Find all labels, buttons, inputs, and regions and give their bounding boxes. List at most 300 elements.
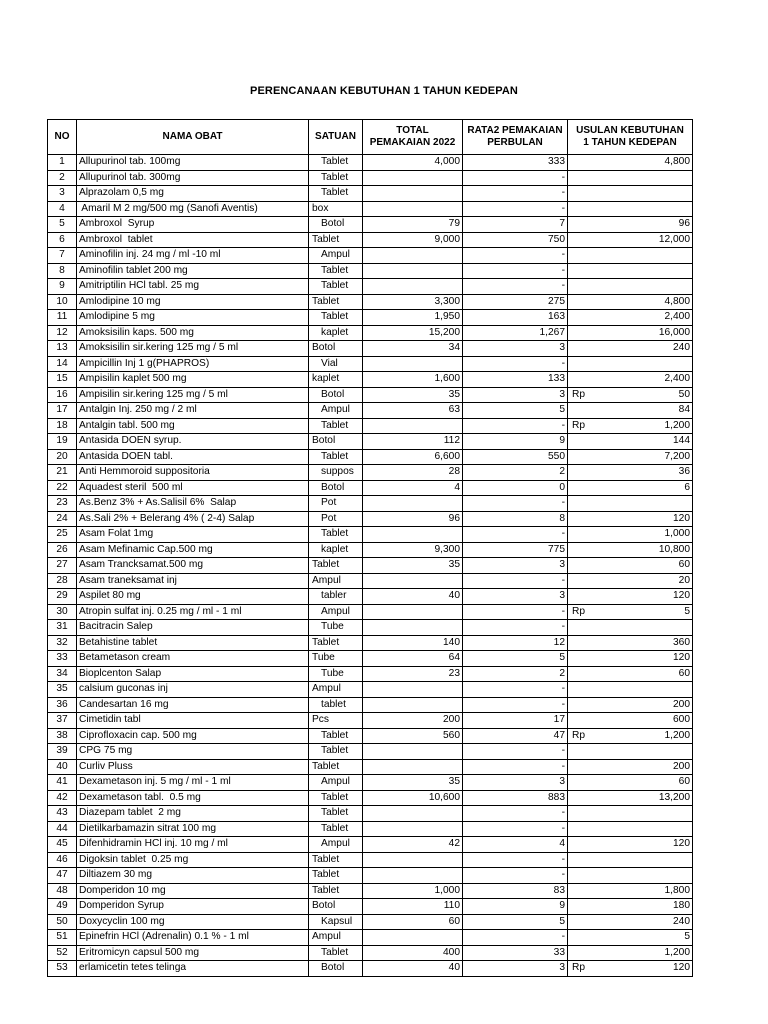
usulan-value: 60 bbox=[678, 776, 690, 787]
cell-no: 41 bbox=[48, 775, 77, 791]
cell-rata-pemakaian: 2 bbox=[463, 465, 568, 481]
cell-satuan: Kapsul bbox=[309, 914, 363, 930]
table-row bbox=[48, 294, 693, 310]
cell-nama-obat: Aminofilin inj. 24 mg / ml -10 ml bbox=[77, 248, 309, 264]
cell-total-pemakaian: 200 bbox=[363, 713, 463, 729]
table-row bbox=[48, 279, 693, 295]
cell-rata-pemakaian: 5 bbox=[463, 651, 568, 667]
cell-total-pemakaian: 3,300 bbox=[363, 294, 463, 310]
cell-rata-pemakaian: 9 bbox=[463, 899, 568, 915]
cell-no: 29 bbox=[48, 589, 77, 605]
usulan-value: 20 bbox=[678, 574, 690, 586]
cell-no: 4 bbox=[48, 201, 77, 217]
cell-nama-obat: Doxycyclin 100 mg bbox=[77, 914, 309, 930]
cell-usulan-kebutuhan bbox=[568, 294, 693, 310]
cell-rata-pemakaian: 9 bbox=[463, 434, 568, 450]
cell-rata-pemakaian: - bbox=[463, 248, 568, 264]
cell-no: 37 bbox=[48, 713, 77, 729]
cell-rata-pemakaian: 163 bbox=[463, 310, 568, 326]
cell-rata-pemakaian: - bbox=[463, 186, 568, 202]
cell-nama-obat: Alprazolam 0,5 mg bbox=[77, 186, 309, 202]
cell-rata-pemakaian: - bbox=[463, 496, 568, 512]
cell-satuan: Tablet bbox=[309, 418, 363, 434]
cell-rata-pemakaian: 3 bbox=[463, 589, 568, 605]
cell-rata-pemakaian: - bbox=[463, 821, 568, 837]
cell-satuan: Ampul bbox=[309, 604, 363, 620]
cell-rata-pemakaian: - bbox=[463, 759, 568, 775]
table-row bbox=[48, 511, 693, 527]
table-row bbox=[48, 837, 693, 853]
cell-satuan: Botol bbox=[309, 480, 363, 496]
cell-satuan: Tube bbox=[309, 620, 363, 636]
cell-total-pemakaian: 64 bbox=[363, 651, 463, 667]
cell-total-pemakaian bbox=[363, 930, 463, 946]
cell-total-pemakaian: 35 bbox=[363, 387, 463, 403]
table-row bbox=[48, 449, 693, 465]
cell-no: 31 bbox=[48, 620, 77, 636]
cell-satuan: Tablet bbox=[309, 449, 363, 465]
table-row bbox=[48, 682, 693, 698]
cell-nama-obat: Ampisilin sir.kering 125 mg / 5 ml bbox=[77, 387, 309, 403]
cell-satuan: suppos bbox=[309, 465, 363, 481]
cell-total-pemakaian: 42 bbox=[363, 837, 463, 853]
header-total-pemakaian: TOTAL PEMAKAIAN 2022 bbox=[363, 120, 463, 155]
cell-no: 33 bbox=[48, 651, 77, 667]
cell-nama-obat: Cimetidin tabl bbox=[77, 713, 309, 729]
cell-usulan-kebutuhan bbox=[568, 914, 693, 930]
cell-total-pemakaian: 40 bbox=[363, 589, 463, 605]
usulan-value: 4,800 bbox=[664, 156, 690, 167]
cell-total-pemakaian: 63 bbox=[363, 403, 463, 419]
cell-total-pemakaian: 4 bbox=[363, 480, 463, 496]
cell-rata-pemakaian: - bbox=[463, 806, 568, 822]
table-row bbox=[48, 217, 693, 233]
usulan-value: 144 bbox=[673, 435, 690, 446]
usulan-value: 2,400 bbox=[664, 311, 690, 322]
cell-no: 42 bbox=[48, 790, 77, 806]
usulan-value: 2,400 bbox=[664, 373, 690, 384]
cell-no: 20 bbox=[48, 449, 77, 465]
cell-satuan: Ampul bbox=[309, 930, 363, 946]
table-row bbox=[48, 527, 693, 543]
usulan-value: 1,200 bbox=[664, 946, 690, 958]
table-header-row bbox=[48, 120, 693, 155]
table-row bbox=[48, 201, 693, 217]
cell-usulan-kebutuhan bbox=[568, 713, 693, 729]
cell-total-pemakaian bbox=[363, 620, 463, 636]
cell-satuan: Tablet bbox=[309, 310, 363, 326]
cell-usulan-kebutuhan bbox=[568, 201, 693, 217]
cell-no: 34 bbox=[48, 666, 77, 682]
table-row bbox=[48, 589, 693, 605]
cell-satuan: Tablet bbox=[309, 806, 363, 822]
cell-nama-obat: Antasida DOEN syrup. bbox=[77, 434, 309, 450]
usulan-value: 13,200 bbox=[658, 791, 690, 803]
cell-nama-obat: Antalgin Inj. 250 mg / 2 ml bbox=[77, 403, 309, 419]
usulan-value: 180 bbox=[673, 900, 690, 911]
cell-satuan: Pot bbox=[309, 511, 363, 527]
cell-satuan: Vial bbox=[309, 356, 363, 372]
cell-total-pemakaian bbox=[363, 744, 463, 760]
table-row bbox=[48, 930, 693, 946]
cell-nama-obat: Diazepam tablet 2 mg bbox=[77, 806, 309, 822]
cell-no: 30 bbox=[48, 604, 77, 620]
table-row bbox=[48, 883, 693, 899]
cell-satuan: tablet bbox=[309, 697, 363, 713]
cell-satuan: Ampul bbox=[309, 682, 363, 698]
table-row bbox=[48, 325, 693, 341]
usulan-value: 36 bbox=[678, 466, 690, 477]
usulan-value: 120 bbox=[673, 652, 690, 663]
usulan-value: 84 bbox=[678, 404, 690, 415]
cell-nama-obat: Ciprofloxacin cap. 500 mg bbox=[77, 728, 309, 744]
cell-no: 18 bbox=[48, 418, 77, 434]
cell-rata-pemakaian: - bbox=[463, 279, 568, 295]
usulan-value: 200 bbox=[673, 698, 690, 710]
usulan-value: 10,800 bbox=[658, 543, 690, 555]
cell-rata-pemakaian: - bbox=[463, 418, 568, 434]
usulan-value: 6 bbox=[684, 481, 690, 493]
table-row bbox=[48, 620, 693, 636]
cell-rata-pemakaian: 275 bbox=[463, 294, 568, 310]
table-row bbox=[48, 775, 693, 791]
cell-no: 51 bbox=[48, 930, 77, 946]
cell-nama-obat: Aspilet 80 mg bbox=[77, 589, 309, 605]
cell-total-pemakaian: 110 bbox=[363, 899, 463, 915]
cell-usulan-kebutuhan bbox=[568, 682, 693, 698]
currency-label: Rp bbox=[572, 388, 586, 400]
cell-usulan-kebutuhan bbox=[568, 790, 693, 806]
cell-no: 47 bbox=[48, 868, 77, 884]
cell-rata-pemakaian: - bbox=[463, 744, 568, 760]
cell-total-pemakaian bbox=[363, 356, 463, 372]
table-row bbox=[48, 372, 693, 388]
cell-nama-obat: CPG 75 mg bbox=[77, 744, 309, 760]
cell-total-pemakaian bbox=[363, 868, 463, 884]
cell-rata-pemakaian: 17 bbox=[463, 713, 568, 729]
usulan-value: 1,200 bbox=[664, 419, 690, 431]
cell-usulan-kebutuhan bbox=[568, 697, 693, 713]
cell-nama-obat: Diltiazem 30 mg bbox=[77, 868, 309, 884]
cell-satuan: Tablet bbox=[309, 186, 363, 202]
cell-no: 2 bbox=[48, 170, 77, 186]
cell-no: 11 bbox=[48, 310, 77, 326]
cell-no: 53 bbox=[48, 961, 77, 977]
cell-satuan: Tablet bbox=[309, 821, 363, 837]
table-row bbox=[48, 635, 693, 651]
cell-satuan: Botol bbox=[309, 217, 363, 233]
table-row bbox=[48, 604, 693, 620]
cell-nama-obat: Aquadest steril 500 ml bbox=[77, 480, 309, 496]
table-row bbox=[48, 496, 693, 512]
cell-satuan: Ampul bbox=[309, 837, 363, 853]
cell-usulan-kebutuhan bbox=[568, 806, 693, 822]
cell-usulan-kebutuhan bbox=[568, 186, 693, 202]
cell-no: 9 bbox=[48, 279, 77, 295]
cell-nama-obat: Dexametason tabl. 0.5 mg bbox=[77, 790, 309, 806]
cell-usulan-kebutuhan bbox=[568, 155, 693, 171]
cell-satuan: Tablet bbox=[309, 170, 363, 186]
cell-nama-obat: Asam Mefinamic Cap.500 mg bbox=[77, 542, 309, 558]
cell-nama-obat: Amoksisilin sir.kering 125 mg / 5 ml bbox=[77, 341, 309, 357]
cell-usulan-kebutuhan bbox=[568, 310, 693, 326]
cell-no: 38 bbox=[48, 728, 77, 744]
cell-rata-pemakaian: 2 bbox=[463, 666, 568, 682]
table-row bbox=[48, 713, 693, 729]
cell-total-pemakaian: 140 bbox=[363, 635, 463, 651]
cell-satuan: Botol bbox=[309, 341, 363, 357]
cell-nama-obat: Atropin sulfat inj. 0.25 mg / ml - 1 ml bbox=[77, 604, 309, 620]
cell-usulan-kebutuhan bbox=[568, 775, 693, 791]
cell-satuan: kaplet bbox=[309, 325, 363, 341]
cell-rata-pemakaian: 883 bbox=[463, 790, 568, 806]
cell-total-pemakaian: 6,600 bbox=[363, 449, 463, 465]
table-row bbox=[48, 387, 693, 403]
usulan-value: 120 bbox=[673, 838, 690, 849]
cell-satuan: Pcs bbox=[309, 713, 363, 729]
cell-rata-pemakaian: 750 bbox=[463, 232, 568, 248]
cell-satuan: Ampul bbox=[309, 403, 363, 419]
cell-nama-obat: Asam Folat 1mg bbox=[77, 527, 309, 543]
cell-satuan: tabler bbox=[309, 589, 363, 605]
cell-nama-obat: Domperidon 10 mg bbox=[77, 883, 309, 899]
usulan-value: 7,200 bbox=[664, 450, 690, 462]
cell-satuan: Tablet bbox=[309, 635, 363, 651]
header-satuan: SATUAN bbox=[309, 120, 363, 155]
table-row bbox=[48, 403, 693, 419]
cell-rata-pemakaian: - bbox=[463, 201, 568, 217]
cell-nama-obat: Amitriptilin HCl tabl. 25 mg bbox=[77, 279, 309, 295]
cell-satuan: Tube bbox=[309, 651, 363, 667]
cell-total-pemakaian bbox=[363, 697, 463, 713]
table-row bbox=[48, 914, 693, 930]
cell-total-pemakaian bbox=[363, 279, 463, 295]
usulan-value: 60 bbox=[678, 559, 690, 570]
cell-rata-pemakaian: 333 bbox=[463, 155, 568, 171]
usulan-value: 1,200 bbox=[664, 729, 690, 741]
cell-satuan: Botol bbox=[309, 899, 363, 915]
cell-no: 23 bbox=[48, 496, 77, 512]
cell-satuan: Pot bbox=[309, 496, 363, 512]
currency-label: Rp bbox=[572, 729, 586, 741]
cell-no: 25 bbox=[48, 527, 77, 543]
cell-satuan: box bbox=[309, 201, 363, 217]
cell-usulan-kebutuhan bbox=[568, 542, 693, 558]
header-no: NO bbox=[48, 120, 77, 155]
cell-rata-pemakaian: 83 bbox=[463, 883, 568, 899]
cell-rata-pemakaian: - bbox=[463, 852, 568, 868]
cell-total-pemakaian bbox=[363, 852, 463, 868]
cell-nama-obat: Bacitracin Salep bbox=[77, 620, 309, 636]
cell-usulan-kebutuhan bbox=[568, 480, 693, 496]
cell-no: 5 bbox=[48, 217, 77, 233]
header-nama-obat: NAMA OBAT bbox=[77, 120, 309, 155]
cell-no: 36 bbox=[48, 697, 77, 713]
page-title: PERENCANAAN KEBUTUHAN 1 TAHUN KEDEPAN bbox=[250, 85, 518, 97]
cell-no: 15 bbox=[48, 372, 77, 388]
cell-no: 24 bbox=[48, 511, 77, 527]
cell-satuan: Tablet bbox=[309, 527, 363, 543]
cell-nama-obat: Amlodipine 5 mg bbox=[77, 310, 309, 326]
cell-nama-obat: Ampicillin Inj 1 g(PHAPROS) bbox=[77, 356, 309, 372]
cell-total-pemakaian: 15,200 bbox=[363, 325, 463, 341]
cell-nama-obat: As.Benz 3% + As.Salisil 6% Salap bbox=[77, 496, 309, 512]
cell-rata-pemakaian: 0 bbox=[463, 480, 568, 496]
cell-total-pemakaian bbox=[363, 682, 463, 698]
usulan-value: 50 bbox=[678, 388, 690, 400]
cell-no: 1 bbox=[48, 155, 77, 171]
cell-no: 50 bbox=[48, 914, 77, 930]
cell-total-pemakaian: 560 bbox=[363, 728, 463, 744]
cell-total-pemakaian: 10,600 bbox=[363, 790, 463, 806]
usulan-value: 240 bbox=[673, 915, 690, 927]
cell-usulan-kebutuhan bbox=[568, 279, 693, 295]
table-row bbox=[48, 155, 693, 171]
cell-usulan-kebutuhan bbox=[568, 604, 693, 620]
usulan-value: 240 bbox=[673, 342, 690, 353]
cell-usulan-kebutuhan bbox=[568, 341, 693, 357]
usulan-value: 12,000 bbox=[658, 233, 690, 245]
cell-rata-pemakaian: - bbox=[463, 930, 568, 946]
table-row bbox=[48, 542, 693, 558]
cell-nama-obat: Eritromicyn capsul 500 mg bbox=[77, 945, 309, 961]
currency-label: Rp bbox=[572, 419, 586, 431]
table-row bbox=[48, 232, 693, 248]
cell-rata-pemakaian: - bbox=[463, 868, 568, 884]
cell-nama-obat: Dietilkarbamazin sitrat 100 mg bbox=[77, 821, 309, 837]
table-row bbox=[48, 961, 693, 977]
cell-total-pemakaian bbox=[363, 201, 463, 217]
cell-satuan: kaplet bbox=[309, 372, 363, 388]
cell-usulan-kebutuhan bbox=[568, 821, 693, 837]
cell-no: 8 bbox=[48, 263, 77, 279]
cell-total-pemakaian bbox=[363, 170, 463, 186]
cell-satuan: Tube bbox=[309, 666, 363, 682]
usulan-value: 96 bbox=[678, 218, 690, 229]
table-row bbox=[48, 728, 693, 744]
cell-nama-obat: Ampisilin kaplet 500 mg bbox=[77, 372, 309, 388]
cell-satuan: Tablet bbox=[309, 744, 363, 760]
cell-rata-pemakaian: - bbox=[463, 573, 568, 589]
usulan-value: 5 bbox=[684, 931, 690, 942]
cell-usulan-kebutuhan bbox=[568, 434, 693, 450]
cell-satuan: Tablet bbox=[309, 945, 363, 961]
cell-total-pemakaian: 1,600 bbox=[363, 372, 463, 388]
table-row bbox=[48, 821, 693, 837]
cell-total-pemakaian: 112 bbox=[363, 434, 463, 450]
cell-total-pemakaian bbox=[363, 821, 463, 837]
cell-no: 46 bbox=[48, 852, 77, 868]
cell-usulan-kebutuhan bbox=[568, 511, 693, 527]
cell-no: 10 bbox=[48, 294, 77, 310]
cell-no: 21 bbox=[48, 465, 77, 481]
cell-satuan: Tablet bbox=[309, 759, 363, 775]
cell-nama-obat: Amaril M 2 mg/500 mg (Sanofi Aventis) bbox=[77, 201, 309, 217]
cell-nama-obat: Domperidon Syrup bbox=[77, 899, 309, 915]
cell-usulan-kebutuhan bbox=[568, 248, 693, 264]
cell-total-pemakaian bbox=[363, 604, 463, 620]
cell-usulan-kebutuhan bbox=[568, 759, 693, 775]
table-row bbox=[48, 651, 693, 667]
table-row bbox=[48, 852, 693, 868]
cell-rata-pemakaian: 550 bbox=[463, 449, 568, 465]
cell-total-pemakaian: 34 bbox=[363, 341, 463, 357]
cell-total-pemakaian bbox=[363, 186, 463, 202]
cell-nama-obat: Antasida DOEN tabl. bbox=[77, 449, 309, 465]
cell-no: 27 bbox=[48, 558, 77, 574]
cell-nama-obat: Digoksin tablet 0.25 mg bbox=[77, 852, 309, 868]
cell-satuan: Tablet bbox=[309, 883, 363, 899]
cell-usulan-kebutuhan bbox=[568, 387, 693, 403]
cell-no: 3 bbox=[48, 186, 77, 202]
cell-satuan: Botol bbox=[309, 387, 363, 403]
table-row bbox=[48, 170, 693, 186]
cell-usulan-kebutuhan bbox=[568, 325, 693, 341]
cell-total-pemakaian bbox=[363, 806, 463, 822]
cell-usulan-kebutuhan bbox=[568, 496, 693, 512]
cell-satuan: kaplet bbox=[309, 542, 363, 558]
cell-rata-pemakaian: - bbox=[463, 604, 568, 620]
cell-usulan-kebutuhan bbox=[568, 558, 693, 574]
cell-no: 12 bbox=[48, 325, 77, 341]
cell-satuan: Tablet bbox=[309, 790, 363, 806]
cell-satuan: Tablet bbox=[309, 232, 363, 248]
cell-total-pemakaian bbox=[363, 759, 463, 775]
table-row bbox=[48, 759, 693, 775]
cell-nama-obat: Ambroxol Syrup bbox=[77, 217, 309, 233]
table-row bbox=[48, 356, 693, 372]
cell-total-pemakaian bbox=[363, 248, 463, 264]
cell-satuan: Tablet bbox=[309, 155, 363, 171]
cell-nama-obat: As.Sali 2% + Belerang 4% ( 2-4) Salap bbox=[77, 511, 309, 527]
cell-rata-pemakaian: 5 bbox=[463, 403, 568, 419]
cell-usulan-kebutuhan bbox=[568, 263, 693, 279]
cell-satuan: Tablet bbox=[309, 728, 363, 744]
cell-no: 40 bbox=[48, 759, 77, 775]
cell-nama-obat: Anti Hemmoroid suppositoria bbox=[77, 465, 309, 481]
cell-total-pemakaian: 28 bbox=[363, 465, 463, 481]
cell-rata-pemakaian: - bbox=[463, 170, 568, 186]
cell-nama-obat: Asam Trancksamat.500 mg bbox=[77, 558, 309, 574]
cell-usulan-kebutuhan bbox=[568, 883, 693, 899]
cell-no: 35 bbox=[48, 682, 77, 698]
cell-nama-obat: Candesartan 16 mg bbox=[77, 697, 309, 713]
cell-no: 6 bbox=[48, 232, 77, 248]
cell-total-pemakaian: 1,000 bbox=[363, 883, 463, 899]
cell-total-pemakaian: 23 bbox=[363, 666, 463, 682]
table-row bbox=[48, 945, 693, 961]
cell-rata-pemakaian: 5 bbox=[463, 914, 568, 930]
cell-total-pemakaian: 60 bbox=[363, 914, 463, 930]
usulan-value: 200 bbox=[673, 760, 690, 772]
cell-rata-pemakaian: 3 bbox=[463, 961, 568, 977]
cell-satuan: Botol bbox=[309, 961, 363, 977]
cell-rata-pemakaian: 1,267 bbox=[463, 325, 568, 341]
table-row bbox=[48, 744, 693, 760]
cell-no: 32 bbox=[48, 635, 77, 651]
table-row bbox=[48, 868, 693, 884]
cell-rata-pemakaian: 7 bbox=[463, 217, 568, 233]
cell-rata-pemakaian: 4 bbox=[463, 837, 568, 853]
table-row bbox=[48, 899, 693, 915]
cell-usulan-kebutuhan bbox=[568, 170, 693, 186]
cell-rata-pemakaian: - bbox=[463, 527, 568, 543]
cell-no: 39 bbox=[48, 744, 77, 760]
cell-nama-obat: Allupurinol tab. 300mg bbox=[77, 170, 309, 186]
usulan-value: 120 bbox=[673, 962, 690, 973]
cell-total-pemakaian: 79 bbox=[363, 217, 463, 233]
cell-total-pemakaian: 35 bbox=[363, 775, 463, 791]
